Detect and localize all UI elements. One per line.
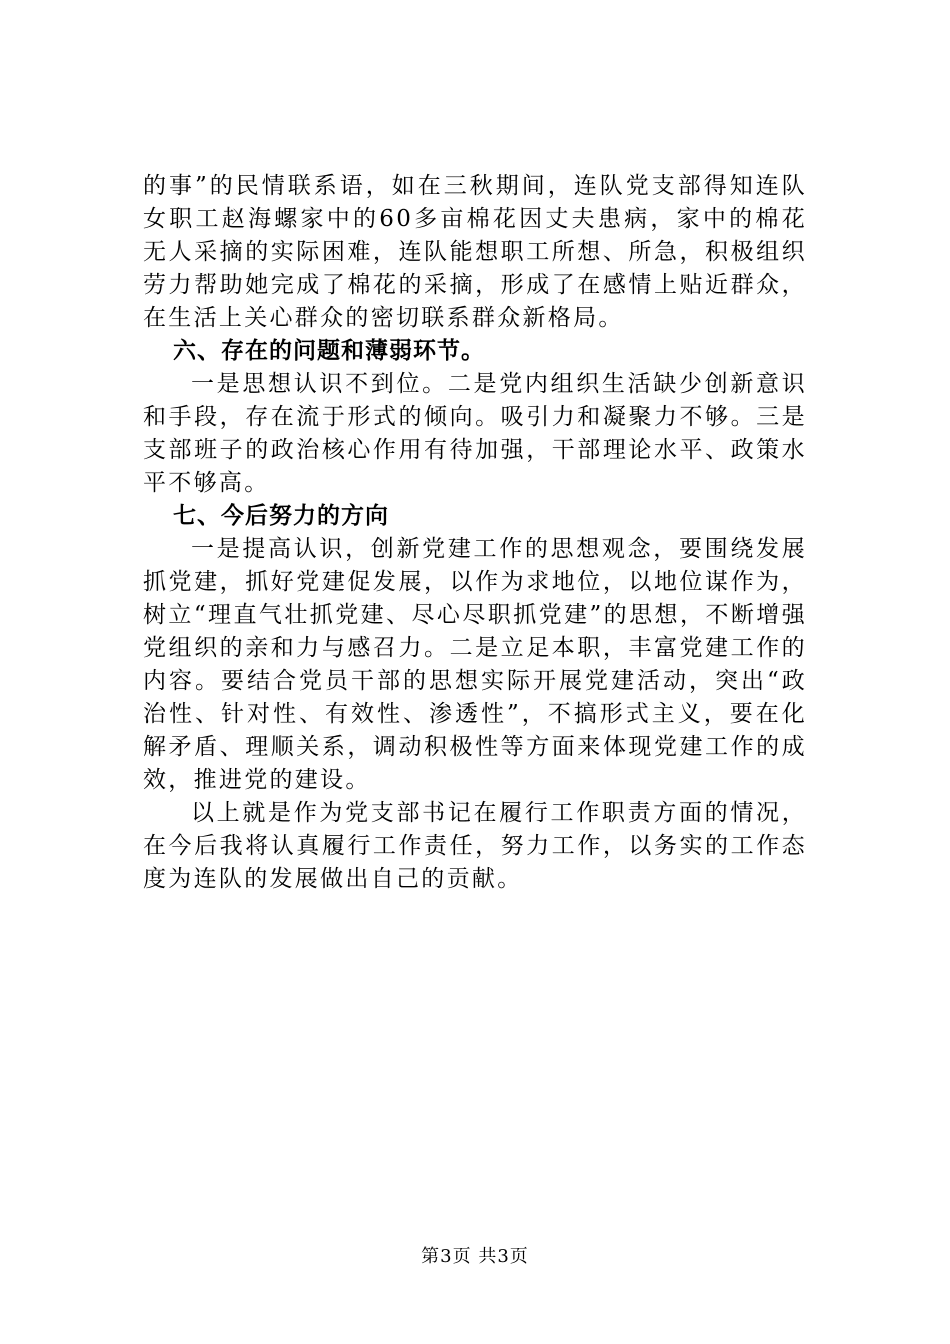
paragraph-conclusion: 以上就是作为党支部书记在履行工作职责方面的情况，在今后我将认真履行工作责任，努力工作，以务实的工作态度为连队的发展做出自己的贡献。 [143, 800, 807, 892]
section-heading-problems: 六、存在的问题和薄弱环节。 [173, 338, 485, 364]
section-heading-future-direction: 七、今后努力的方向 [173, 503, 389, 529]
paragraph-problems: 一是思想认识不到位。二是党内组织生活缺少创新意识和手段，存在流于形式的倾向。吸引力和凝聚力不够。三是支部班子的政治核心作用有待加强，干部理论水平、政策水平不够高。 [143, 371, 807, 496]
document-body [143, 170, 807, 896]
paragraph-future-direction: 一是提高认识，创新党建工作的思想观念，要围绕发展抓党建，抓好党建促发展，以作为求地位，以地位谋作为，树立“理直气壮抓党建、尽心尽职抓党建”的思想，不断增强党组织的亲和力与感召力。二是立足本职，丰富党建工作的内容。要结合党员干部的思想实际开展党建活动，突出“政治性、针对性、有效性、渗透性”，不搞形式主义，要在化解矛盾、理顺关系，调动积极性等方面来体现党建工作的成效，推进党的建设。 [143, 536, 807, 793]
paragraph-liaison-example: 的事”的民情联系语，如在三秋期间，连队党支部得知连队女职工赵海螺家中的60多亩棉花因丈夫患病，家中的棉花无人采摘的实际困难，连队能想职工所想、所急，积极组织劳力帮助她完成了棉花的采摘，形成了在感情上贴近群众，在生活上关心群众的密切联系群众新格局。 [143, 173, 807, 331]
page-number-footer: 第3页 共3页 [421, 1246, 529, 1267]
